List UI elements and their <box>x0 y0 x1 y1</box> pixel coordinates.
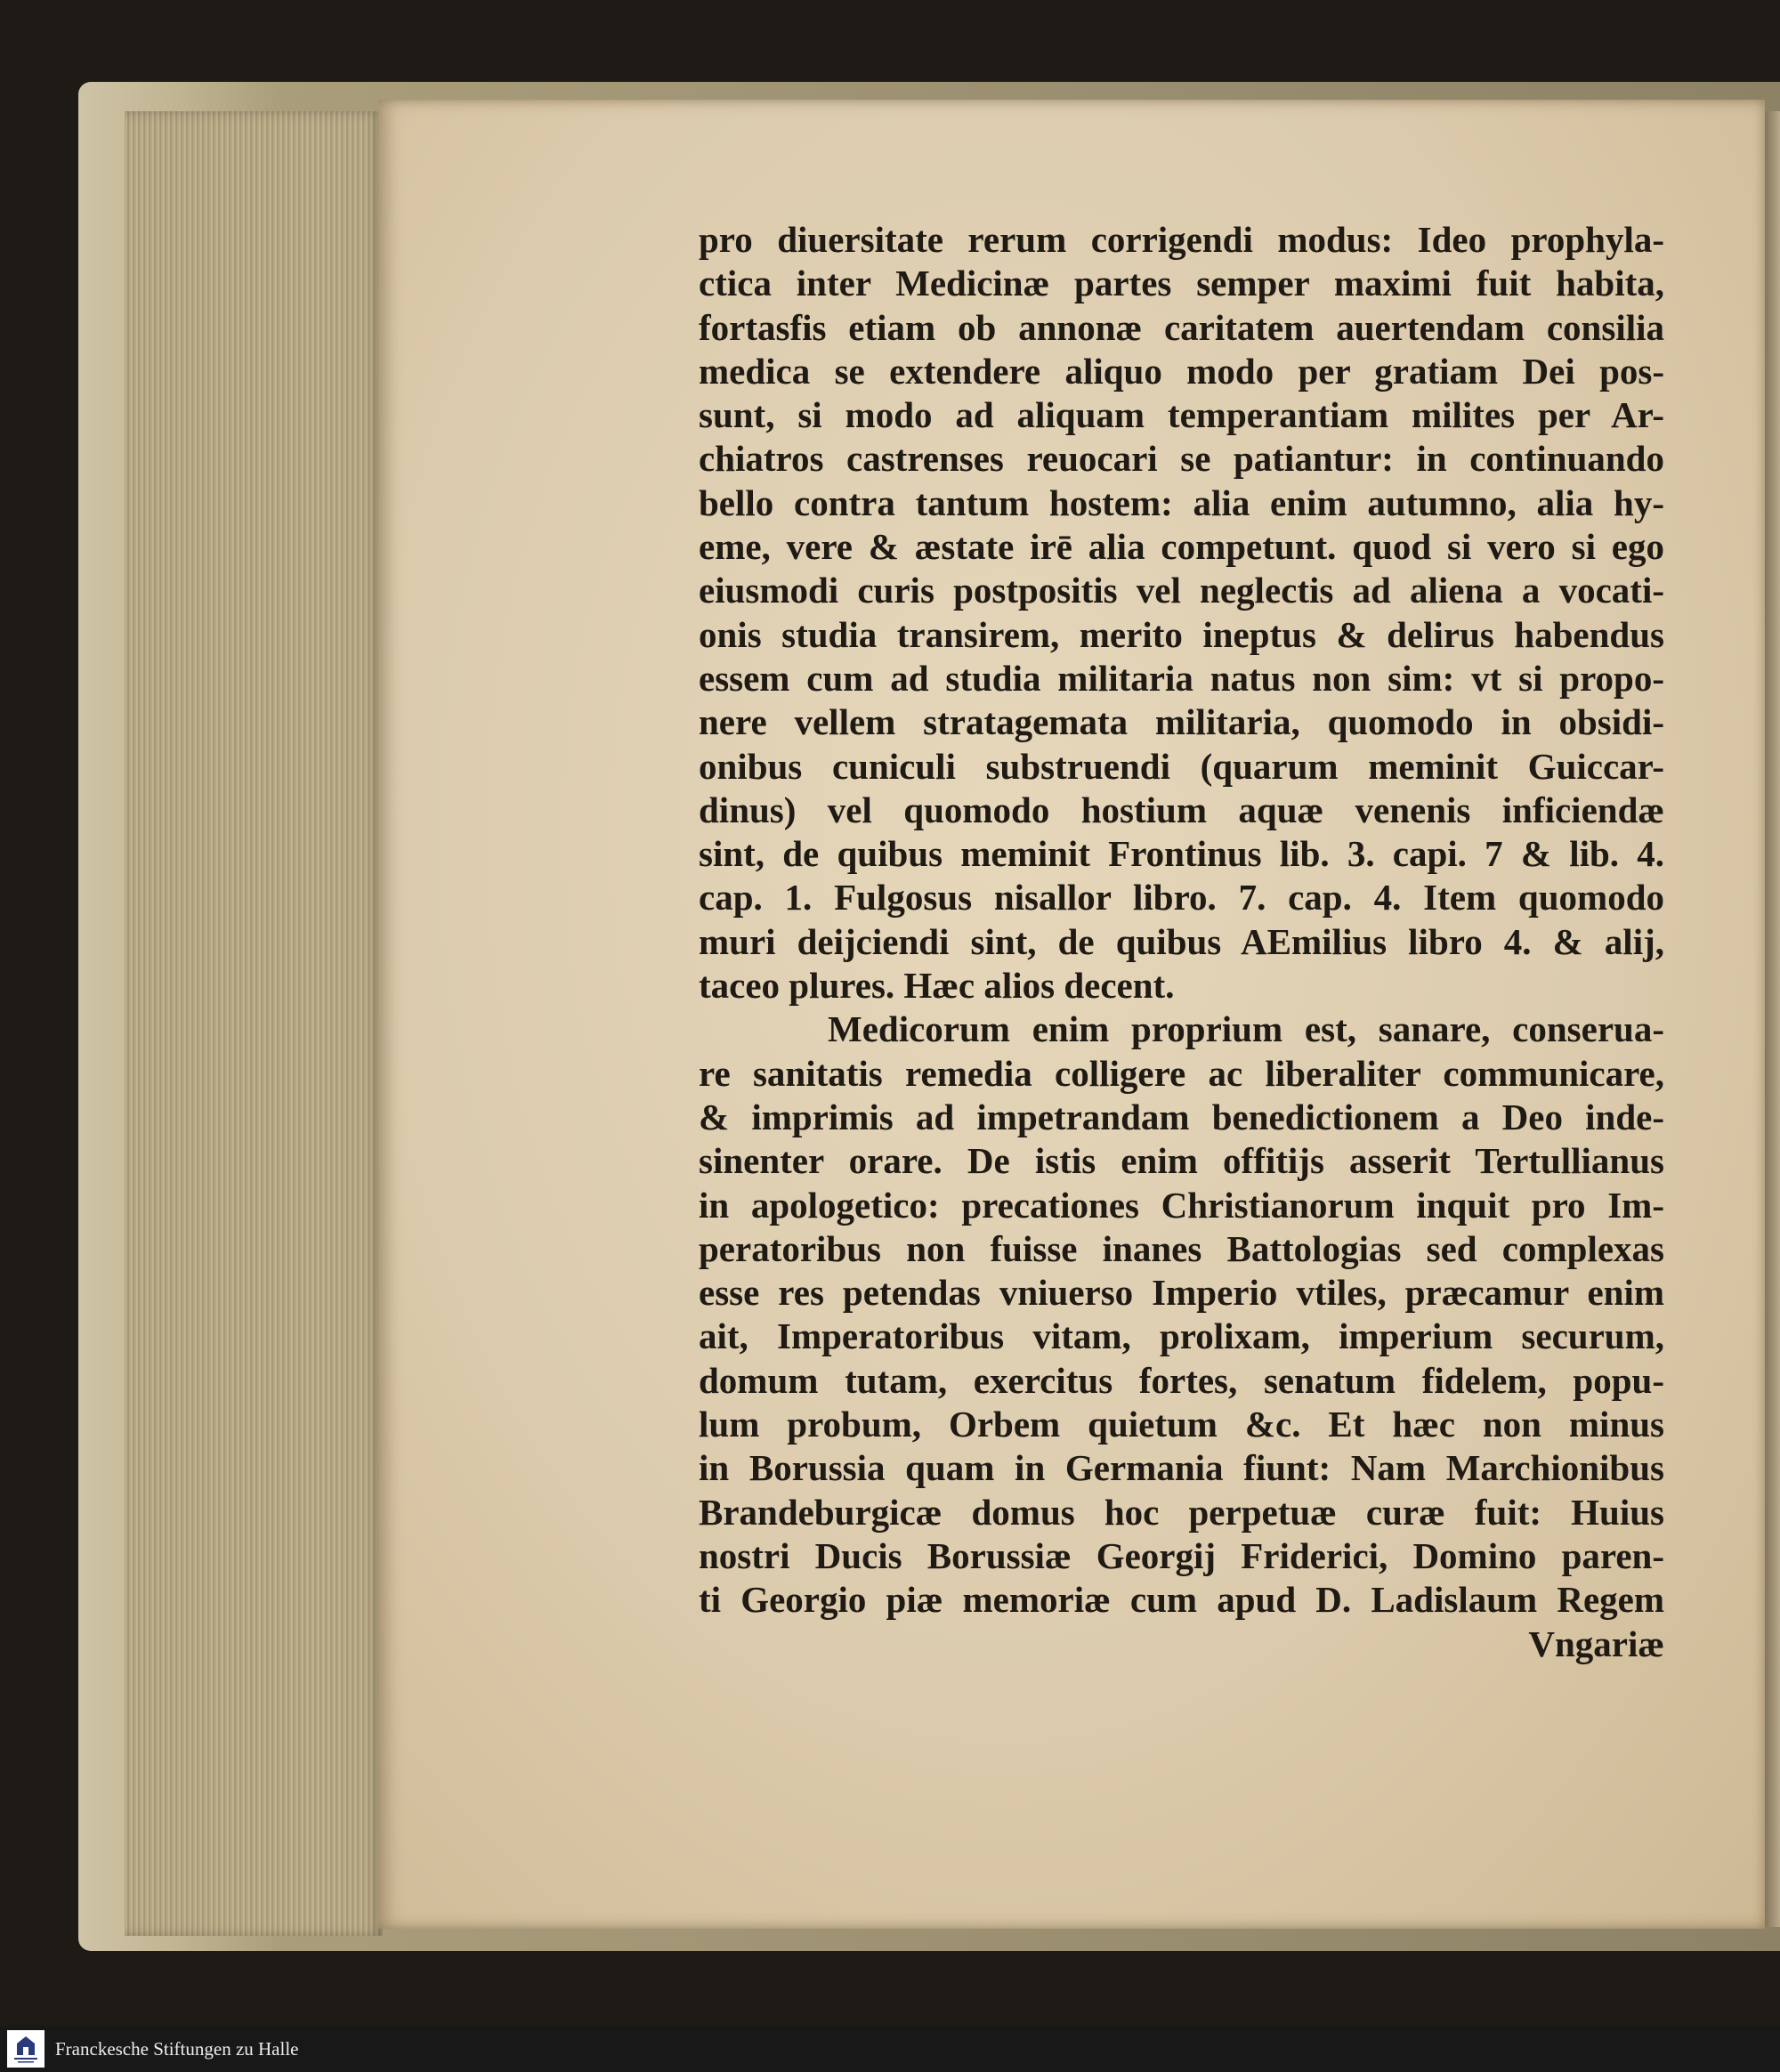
text-line: in apologetico: precationes Christianorum inquit pro Im- <box>699 1184 1664 1226</box>
text-line: fortasfis etiam ob annonæ caritatem auertendam consilia <box>699 306 1664 348</box>
text-line: nere vellem stratagemata militaria, quomodo in obsidi- <box>699 701 1664 743</box>
text-line: ti Georgio piæ memoriæ cum apud D. Ladislaum Regem <box>699 1579 1664 1621</box>
catchword: Vngariæ <box>1528 1623 1664 1664</box>
text-line: lum probum, Orbem quietum &c. Et hæc non minus <box>699 1404 1664 1445</box>
footer-bar <box>0 2026 1780 2072</box>
text-line: & imprimis ad impetrandam benedictionem a Deo inde- <box>699 1096 1664 1137</box>
text-line: Medicorum enim proprium est, sanare, conserua- <box>828 1008 1664 1050</box>
text-line: sint, de quibus meminit Frontinus lib. 3. capi. 7 & lib. 4. <box>699 833 1664 875</box>
text-line: taceo plures. Hæc alios decent. <box>699 965 1175 1007</box>
text-line: medica se extendere aliquo modo per gratiam Dei pos- <box>699 350 1664 392</box>
institution-logo-icon <box>7 2030 44 2068</box>
text-line: muri deijciendi sint, de quibus AEmilius libro 4. & alij, <box>699 920 1664 962</box>
text-line: eme, vere & æstate irē alia competunt. quod si vero si ego <box>699 526 1664 568</box>
text-line: sunt, si modo ad aliquam temperantiam milites per Ar- <box>699 394 1664 436</box>
text-line: ctica inter Medicinæ partes semper maximi fuit habita, <box>699 263 1664 304</box>
text-line: Brandeburgicæ domus hoc perpetuæ curæ fuit: Huius <box>699 1491 1664 1533</box>
text-line: eiusmodi curis postpositis vel neglectis ad aliena a vocati- <box>699 570 1664 611</box>
footer-institution-name[interactable]: Franckesche Stiftungen zu Halle <box>55 2037 299 2060</box>
text-line: sinenter orare. De istis enim offitijs asserit Tertullianus <box>699 1140 1664 1182</box>
page-text <box>699 218 1664 1666</box>
text-line: ait, Imperatoribus vitam, prolixam, imperium securum, <box>699 1315 1664 1357</box>
text-line: essem cum ad studia militaria natus non sim: vt si propo- <box>699 657 1664 699</box>
text-line: esse res petendas vniuerso Imperio vtiles, præcamur enim <box>699 1272 1664 1314</box>
text-line: re sanitatis remedia colligere ac liberaliter communicare, <box>699 1052 1664 1094</box>
text-line: dinus) vel quomodo hostium aquæ venenis inficiendæ <box>699 789 1664 830</box>
text-line: cap. 1. Fulgosus nisallor libro. 7. cap. 4. Item quomodo <box>699 877 1664 919</box>
text-line: onis studia transirem, merito ineptus & delirus habendus <box>699 613 1664 655</box>
text-line: domum tutam, exercitus fortes, senatum fidelem, popu- <box>699 1359 1664 1401</box>
text-line: peratoribus non fuisse inanes Battologias sed complexas <box>699 1227 1664 1269</box>
text-line: nostri Ducis Borussiæ Georgij Friderici, Domino paren- <box>699 1534 1664 1576</box>
text-line: onibus cuniculi substruendi (quarum meminit Guiccar- <box>699 745 1664 787</box>
text-line: pro diuersitate rerum corrigendi modus: Ideo prophyla- <box>699 219 1664 260</box>
text-line: chiatros castrenses reuocari se patiantur: in continuando <box>699 438 1664 480</box>
text-line: in Borussia quam in Germania fiunt: Nam Marchionibus <box>699 1447 1664 1489</box>
text-line: bello contra tantum hostem: alia enim autumno, alia hy- <box>699 482 1664 523</box>
page-edges <box>125 111 383 1936</box>
